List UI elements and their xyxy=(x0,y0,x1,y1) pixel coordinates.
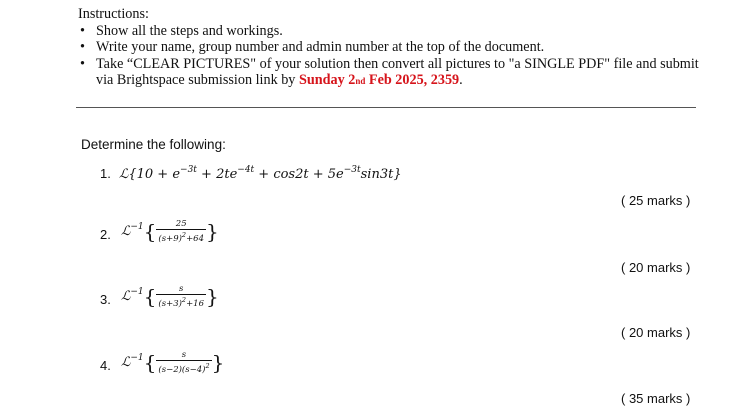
instructions-block xyxy=(78,6,718,90)
question-4-expression: ℒ$^{-1}${ $\frac{s}{(s-2)(s-4)^2}$ } xyxy=(121,350,225,375)
deadline-text xyxy=(299,72,459,88)
instruction-item: • Write your name, group number and admin number at the top of the document. xyxy=(78,39,718,56)
instructions-heading: Instructions: xyxy=(78,6,149,22)
question-1-expression: ℒ{10 + $e^{-3t} + 2te^{-4t} + \cos 2t + 5e^{-3t}\sin 3t$} xyxy=(119,165,402,182)
deadline-period: . xyxy=(459,72,463,89)
deadline-day: Sunday 2 xyxy=(298,72,356,89)
question-marks: ( 25 marks ) xyxy=(621,193,691,208)
instruction-item: • Show all the steps and workings. xyxy=(78,23,718,40)
instructions-list xyxy=(78,23,718,90)
numerator: s xyxy=(179,284,184,294)
question-marks: ( 20 marks ) xyxy=(621,260,691,275)
question-number: 3. xyxy=(100,292,111,307)
divider xyxy=(76,107,696,108)
question-number: 1. xyxy=(100,166,111,181)
instruction-text: Take “CLEAR PICTURES" of your solution then convert all pictures to "a SINGLE PDF" file and submit via Brightspace submission link by xyxy=(96,55,699,89)
numerator: 25 xyxy=(175,219,187,229)
question-marks: ( 35 marks ) xyxy=(621,391,691,406)
numerator: s xyxy=(181,350,187,360)
deadline-rest: Feb 2025, 2359 xyxy=(365,72,460,89)
instruction-item xyxy=(78,56,718,90)
question-3-expression: ℒ$^{-1}${ $\frac{s}{(s+3)^2+16}$ } xyxy=(121,284,219,309)
prompt: Determine the following: xyxy=(81,137,226,152)
deadline-suffix: nd xyxy=(355,76,366,87)
question-number: 4. xyxy=(100,358,111,373)
question-number: 2. xyxy=(100,227,111,242)
question-marks: ( 20 marks ) xyxy=(621,325,691,340)
question-2-expression: ℒ$^{-1}${ $\frac{25}{(s+9)^2+64}$ } xyxy=(121,219,219,244)
